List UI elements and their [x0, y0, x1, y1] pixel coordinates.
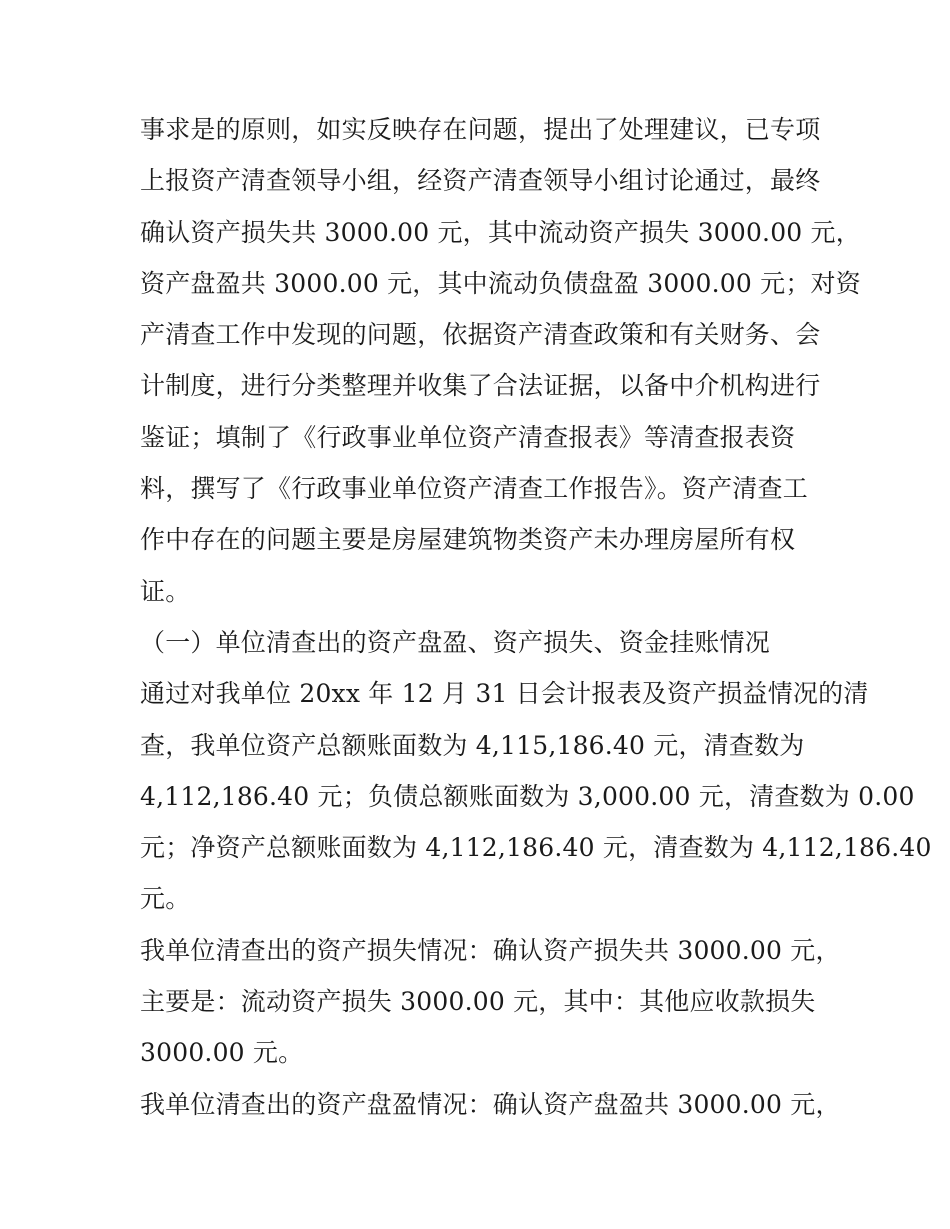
- text-line: 产清查工作中发现的问题，依据资产清查政策和有关财务、会: [140, 320, 821, 350]
- text-line: 我单位清查出的资产损失情况：确认资产损失共 3000.00 元，: [140, 935, 841, 965]
- text-line: 事求是的原则，如实反映存在问题，提出了处理建议，已专项: [140, 115, 821, 144]
- text-line: 主要是：流动资产损失 3000.00 元，其中：其他应收款损失: [140, 987, 816, 1017]
- text-line: 鉴证；填制了《行政事业单位资产清查报表》等清查报表资: [140, 422, 796, 452]
- text-line: 证。: [140, 576, 191, 606]
- text-line: 作中存在的问题主要是房屋建筑物类资产未办理房屋所有权: [140, 525, 796, 555]
- text-line: 4,112,186.40 元；负债总额账面数为 3,000.00 元，清查数为 0.00: [140, 781, 915, 811]
- text-line: 料，撰写了《行政事业单位资产清查工作报告》。资产清查工: [140, 474, 808, 504]
- text-line: 我单位清查出的资产盘盈情况：确认资产盘盈共 3000.00 元，: [140, 1089, 841, 1119]
- text-line: 通过对我单位 20xx 年 12 月 31 日会计报表及资产损益情况的清: [140, 679, 869, 709]
- text-line: 计制度，进行分类整理并收集了合法证据，以备中介机构进行: [140, 371, 821, 401]
- document-body: [140, 104, 932, 1130]
- text-line: 元；净资产总额账面数为 4,112,186.40 元，清查数为 4,112,186.40: [140, 833, 932, 863]
- text-line: 查，我单位资产总额账面数为 4,115,186.40 元，清查数为: [140, 730, 805, 760]
- text-line: 元。: [140, 884, 191, 914]
- text-line: 资产盘盈共 3000.00 元，其中流动负债盘盈 3000.00 元；对资: [140, 268, 861, 298]
- section-heading: （一）单位清查出的资产盘盈、资产损失、资金挂账情况: [140, 627, 771, 657]
- text-line: 确认资产损失共 3000.00 元，其中流动资产损失 3000.00 元，: [140, 217, 861, 247]
- text-line: 上报资产清查领导小组，经资产清查领导小组讨论通过，最终: [140, 166, 821, 196]
- text-line: 3000.00 元。: [140, 1038, 304, 1068]
